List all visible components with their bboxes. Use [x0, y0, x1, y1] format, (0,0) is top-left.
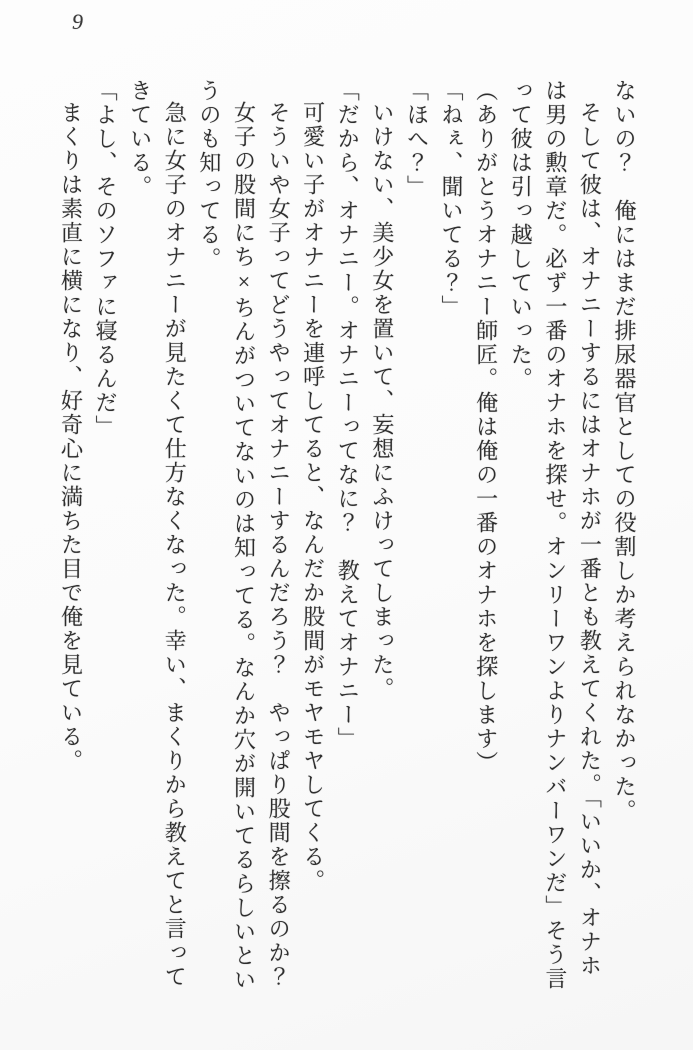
paragraph-dialogue: 「ほへ？」 — [404, 79, 430, 199]
paragraph-continuation: ないの？ 俺にはまだ排尿器官としての役割しか考えられなかった。 — [612, 79, 637, 823]
paragraph-dialogue: 「だから、オナニー。オナニーってなに？ 教えてオナニー」 — [335, 79, 361, 751]
paragraph: 可愛い子がオナニーを連呼してると、なんだか股間がモヤモヤしてくる。 — [300, 101, 326, 893]
text-block — [47, 79, 641, 993]
paragraph: いけない、美少女を置いて、妄想にふけってしまった。 — [369, 101, 395, 701]
page-number: 9 — [72, 9, 83, 34]
paragraph: 女子の股間にち×ちんがついてないのは知ってる。なんか穴が開いてるらしいというのも知ってる。 — [196, 79, 257, 992]
paragraph: まくりは素直に横になり、好奇心に満ちた目で俺を見ている。 — [58, 101, 84, 773]
paragraph-dialogue: 「ねぇ、聞いてる？」 — [439, 79, 465, 319]
paragraph-dialogue: 「よし、そのソファに寝るんだ」 — [93, 79, 119, 439]
paragraph: そういや女子ってどうやってオナニーするんだろう？ やっぱり股間を擦るのか？ — [266, 101, 292, 989]
paragraph-parenthetical: （ありがとうオナニー師匠。俺は俺の一番のオナホを探します） — [473, 79, 499, 775]
paragraph: そして彼は、オナニーするにはオナホが一番とも教えてくれた。「いいか、オナホは男の勲章だ。必ず一番のオナホを探せ。オンリーワンよりナンバーワンだ」そう言って彼は引っ越していった。 — [508, 79, 603, 991]
paragraph: 急に女子のオナニーが見たくて仕方なくなった。幸い、まくりから教えてと言ってきている。 — [127, 79, 188, 989]
